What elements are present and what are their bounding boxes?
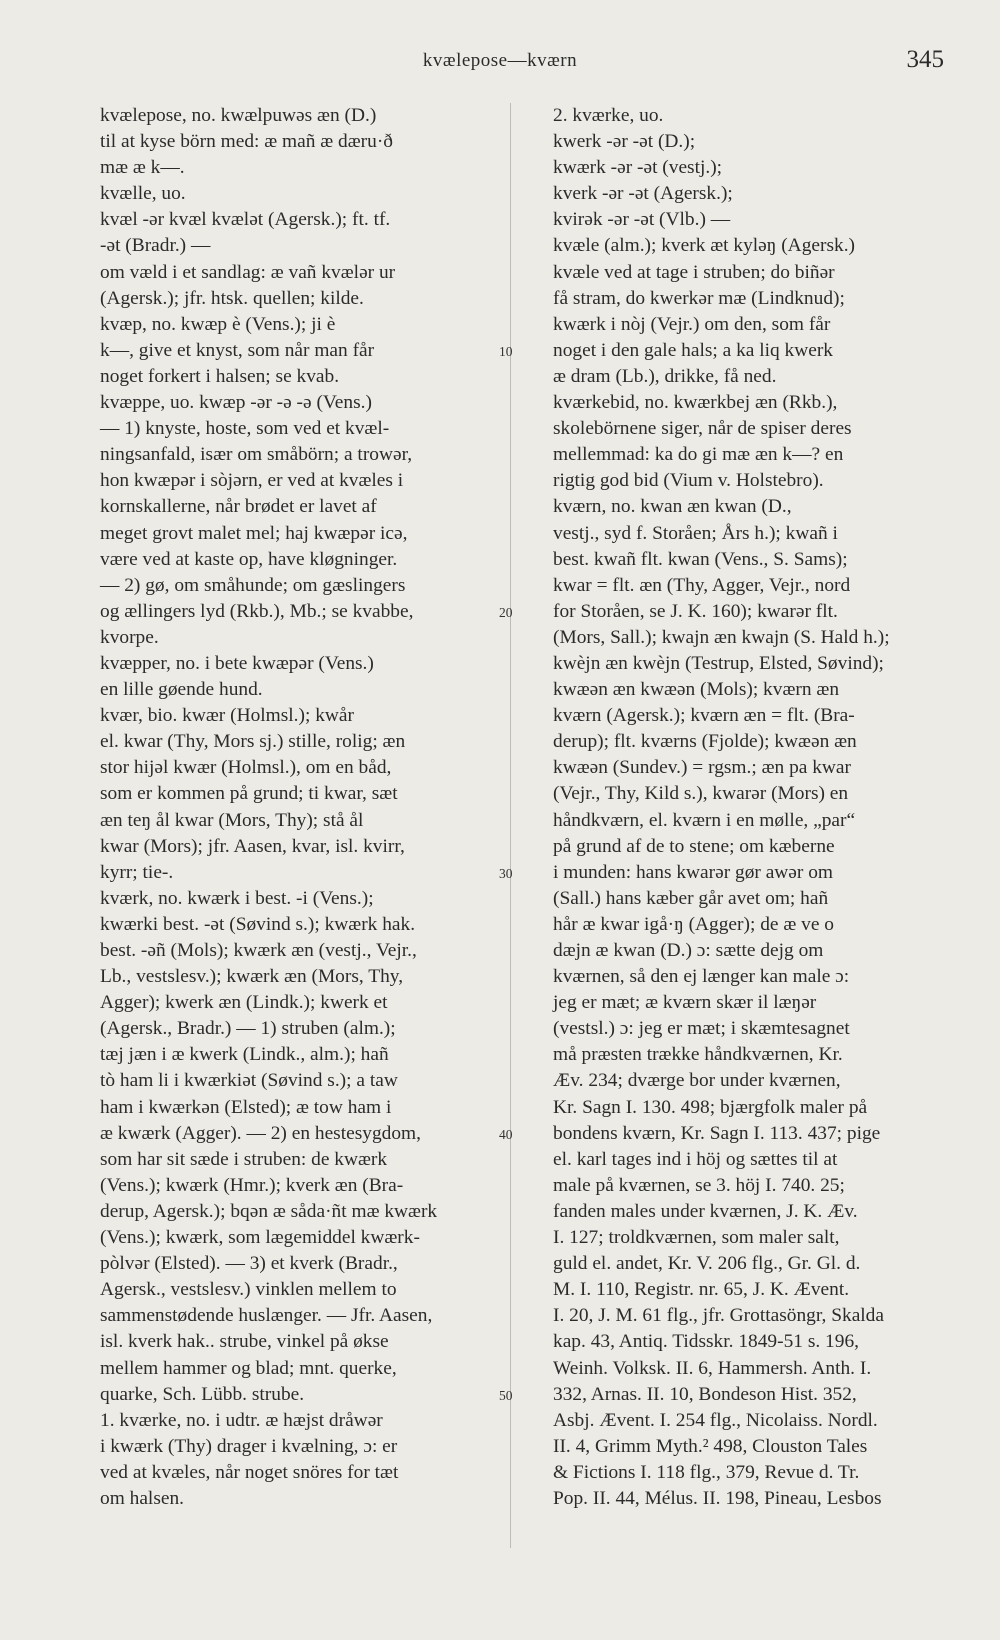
column-divider	[510, 103, 511, 1548]
text-line: æn teŋ ål kwar (Mors, Thy); stå ål	[100, 809, 364, 831]
line-number: 10	[499, 343, 513, 359]
text-line: kværkebid, no. kwærkbej æn (Rkb.),	[553, 392, 838, 414]
text-line: (Sall.) hans kæber går avet om; hañ	[553, 887, 829, 909]
text-line: 332, Arnas. II. 10, Bondeson Hist. 352,	[553, 1383, 857, 1405]
text-line: kvæpper, no. i bete kwæpər (Vens.)	[100, 652, 374, 674]
text-line: pòlvər (Elsted). — 3) et kverk (Bradr.,	[100, 1253, 398, 1275]
text-line: noget i den gale hals; a ka liq kwerk	[553, 339, 833, 361]
text-line: Æv. 234; dværge bor under kværnen,	[553, 1070, 841, 1092]
text-line: på grund af de to stene; om kæberne	[553, 835, 835, 857]
text-line: æ kwærk (Agger). — 2) en hestesygdom,	[100, 1122, 421, 1144]
line-number: 40	[499, 1126, 513, 1142]
text-line: sammenstødende huslænger. — Jfr. Aasen,	[100, 1305, 433, 1327]
text-line: kvæle (alm.); kverk æt kyləŋ (Agersk.)	[553, 235, 855, 257]
text-line: kverk -ər -ət (Agersk.);	[553, 183, 733, 205]
text-line: isl. kverk hak.. strube, vinkel på økse	[100, 1331, 389, 1353]
text-line: male på kværnen, se 3. höj I. 740. 25;	[553, 1174, 845, 1196]
text-line: ham i kwærkən (Elsted); æ tow ham i	[100, 1096, 392, 1118]
text-line: kværnen, så den ej længer kan male ɔ:	[553, 966, 850, 988]
text-line: quarke, Sch. Lübb. strube.	[100, 1383, 305, 1405]
text-line: skolebörnene siger, når de spiser deres	[553, 418, 852, 440]
text-line: kwar = flt. æn (Thy, Agger, Vejr., nord	[553, 574, 851, 596]
text-line: som har sit sæde i struben: de kwærk	[100, 1148, 388, 1170]
text-line: II. 4, Grimm Myth.² 498, Clouston Tales	[553, 1435, 868, 1457]
text-line: Pop. II. 44, Mélus. II. 198, Pineau, Lesbos	[553, 1487, 882, 1509]
text-line: kap. 43, Antiq. Tidsskr. 1849-51 s. 196,	[553, 1331, 859, 1353]
text-line: fanden males under kværnen, J. K. Æv.	[553, 1200, 858, 1222]
text-line: I. 127; troldkværnen, som maler salt,	[553, 1227, 840, 1249]
text-line: el. kwar (Thy, Mors sj.) stille, rolig; æn	[100, 731, 406, 753]
text-line: vestj., syd f. Storåen; Års h.); kwañ i	[553, 522, 838, 544]
line-number: 50	[499, 1387, 513, 1403]
text-line: kyrr; tie-.	[100, 861, 174, 883]
text-line: meget grovt malet mel; haj kwæpər icə,	[100, 522, 408, 544]
text-line: kwerk -ər -ət (D.);	[553, 131, 696, 153]
text-line: rigtig god bid (Vium v. Holstebro).	[553, 470, 824, 492]
text-line: tæj jæn i æ kwerk (Lindk., alm.); hañ	[100, 1044, 389, 1066]
text-line: for Storåen, se J. K. 160); kwarər flt.	[553, 600, 838, 622]
text-line: kwæən æn kwæən (Mols); kværn æn	[553, 679, 840, 701]
text-line: (Vens.); kwærk (Hmr.); kverk æn (Bra-	[100, 1174, 404, 1196]
line-number: 30	[499, 865, 513, 881]
text-line: noget forkert i halsen; se kvab.	[100, 365, 340, 387]
text-line: kvæppe, uo. kwæp -ər -ə -ə (Vens.)	[100, 392, 372, 414]
text-line: Agger); kwerk æn (Lindk.); kwerk et	[100, 992, 388, 1014]
text-line: Agersk., vestslesv.) vinklen mellem to	[100, 1279, 397, 1301]
text-line: bondens kværn, Kr. Sagn I. 113. 437; pige	[553, 1122, 881, 1144]
text-line: være ved at kaste op, have kløgninger.	[100, 548, 398, 570]
text-line: hon kwæpər i sòjərn, er ved at kvæles i	[100, 470, 404, 492]
text-line: kvæl -ər kvæl kvælət (Agersk.); ft. tf.	[100, 209, 391, 231]
text-line: kwæən (Sundev.) = rgsm.; æn pa kwar	[553, 757, 851, 779]
text-line: kornskallerne, når brødet er lavet af	[100, 496, 377, 518]
text-line: som er kommen på grund; ti kwar, sæt	[100, 783, 398, 805]
text-line: kvæp, no. kwæp è (Vens.); ji è	[100, 313, 336, 335]
text-line: ved at kvæles, når noget snöres for tæt	[100, 1461, 399, 1483]
text-line: en lille gøende hund.	[100, 679, 263, 701]
left-column	[100, 103, 504, 1512]
text-line: (Vens.); kwærk, som lægemiddel kwærk-	[100, 1227, 420, 1249]
text-line: -ət (Bradr.) —	[100, 235, 211, 257]
text-line: mæ æ k—.	[100, 157, 185, 179]
text-line: kwærki best. -ət (Søvind s.); kwærk hak.	[100, 913, 416, 935]
text-line: kvirək -ər -ət (Vlb.) —	[553, 209, 731, 231]
text-line: i munden: hans kwarər gør awər om	[553, 861, 833, 883]
text-line: — 2) gø, om småhunde; om gæslingers	[100, 574, 406, 596]
text-line: tò ham li i kwærkiət (Søvind s.); a taw	[100, 1070, 398, 1092]
text-line: Asbj. Ævent. I. 254 flg., Nicolaiss. Nordl.	[553, 1409, 878, 1431]
text-line: kwærk -ər -ət (vestj.);	[553, 157, 723, 179]
text-line: I. 20, J. M. 61 flg., jfr. Grottasöngr, Skalda	[553, 1305, 884, 1327]
text-line: stor hijəl kwær (Holmsl.), om en båd,	[100, 757, 392, 779]
text-line: og ællingers lyd (Rkb.), Mb.; se kvabbe,	[100, 600, 414, 622]
text-line: kvær, bio. kwær (Holmsl.); kwår	[100, 705, 354, 727]
page-number: 345	[906, 46, 944, 73]
text-line: Lb., vestslesv.); kwærk æn (Mors, Thy,	[100, 966, 404, 988]
text-line: Kr. Sagn I. 130. 498; bjærgfolk maler på	[553, 1096, 868, 1118]
running-title: kvælepose—kværn	[422, 50, 578, 71]
text-line: om væld i et sandlag: æ vañ kvælər ur	[100, 261, 396, 283]
text-line: mellemmad: ka do gi mæ æn k—? en	[553, 444, 844, 466]
text-line: kværn, no. kwan æn kwan (D.,	[553, 496, 792, 518]
text-line: (Vejr., Thy, Kild s.), kwarər (Mors) en	[553, 783, 849, 805]
text-line: kwærk i nòj (Vejr.) om den, som får	[553, 313, 831, 335]
text-line: håndkværn, el. kværn i en mølle, „par“	[553, 809, 856, 831]
text-line: best. kwañ flt. kwan (Vens., S. Sams);	[553, 548, 848, 570]
text-line: kvælepose, no. kwælpuwəs æn (D.)	[100, 105, 377, 126]
text-line: & Fictions I. 118 flg., 379, Revue d. Tr.	[553, 1461, 860, 1483]
text-line: el. karl tages ind i höj og sættes til at	[553, 1148, 838, 1170]
right-column	[553, 103, 957, 1512]
text-line: (vestsl.) ɔ: jeg er mæt; i skæmtesagnet	[553, 1018, 850, 1040]
text-line: må præsten trække håndkværnen, Kr.	[553, 1044, 843, 1066]
text-line: M. I. 110, Registr. nr. 65, J. K. Ævent.	[553, 1279, 850, 1301]
text-line: 1. kværke, no. i udtr. æ hæjst dråwər	[100, 1409, 383, 1431]
text-line: kvorpe.	[100, 626, 159, 648]
page-header	[0, 46, 1000, 76]
text-line: best. -əñ (Mols); kwærk æn (vestj., Vejr.,	[100, 940, 417, 961]
text-line: kværk, no. kwærk i best. -i (Vens.);	[100, 887, 374, 909]
text-line: i kwærk (Thy) drager i kvælning, ɔ: er	[100, 1435, 398, 1457]
text-line: (Agersk., Bradr.) — 1) struben (alm.);	[100, 1018, 396, 1040]
text-line: guld el. andet, Kr. V. 206 flg., Gr. Gl. d.	[553, 1253, 861, 1275]
text-line: (Agersk.); jfr. htsk. quellen; kilde.	[100, 287, 364, 309]
text-line: (Mors, Sall.); kwajn æn kwajn (S. Hald h.);	[553, 626, 890, 648]
text-line: ningsanfald, især om småbörn; a trowər,	[100, 444, 413, 466]
text-line: om halsen.	[100, 1487, 185, 1509]
text-line: kvæle ved at tage i struben; do biñər	[553, 261, 835, 283]
text-line: — 1) knyste, hoste, som ved et kvæl-	[100, 418, 390, 440]
text-line: derup, Agersk.); bqən æ såda·ñt mæ kwærk	[100, 1200, 438, 1222]
text-line: æ dram (Lb.), drikke, få ned.	[553, 365, 777, 387]
text-line: k—, give et knyst, som når man får	[100, 339, 375, 361]
text-line: kværn (Agersk.); kværn æn = flt. (Bra-	[553, 705, 855, 727]
text-line: jeg er mæt; æ kværn skær il læŋər	[553, 992, 817, 1014]
text-line: Weinh. Volksk. II. 6, Hammersh. Anth. I.	[553, 1357, 872, 1379]
text-line: mellem hammer og blad; mnt. querke,	[100, 1357, 397, 1379]
line-number: 20	[499, 604, 513, 620]
text-line: til at kyse börn med: æ mañ æ dæru·ð	[100, 131, 393, 153]
text-line: kwèjn æn kwèjn (Testrup, Elsted, Søvind);	[553, 652, 884, 674]
text-line: kvælle, uo.	[100, 183, 186, 205]
text-line: dæjn æ kwan (D.) ɔ: sætte dejg om	[553, 940, 824, 961]
text-line: få stram, do kwerkər mæ (Lindknud);	[553, 287, 845, 309]
text-line: hår æ kwar igå·ŋ (Agger); de æ ve o	[553, 913, 834, 935]
text-line: 2. kværke, uo.	[553, 105, 664, 126]
text-line: derup); flt. kværns (Fjolde); kwæən æn	[553, 731, 857, 753]
text-line: kwar (Mors); jfr. Aasen, kvar, isl. kvirr,	[100, 835, 405, 857]
